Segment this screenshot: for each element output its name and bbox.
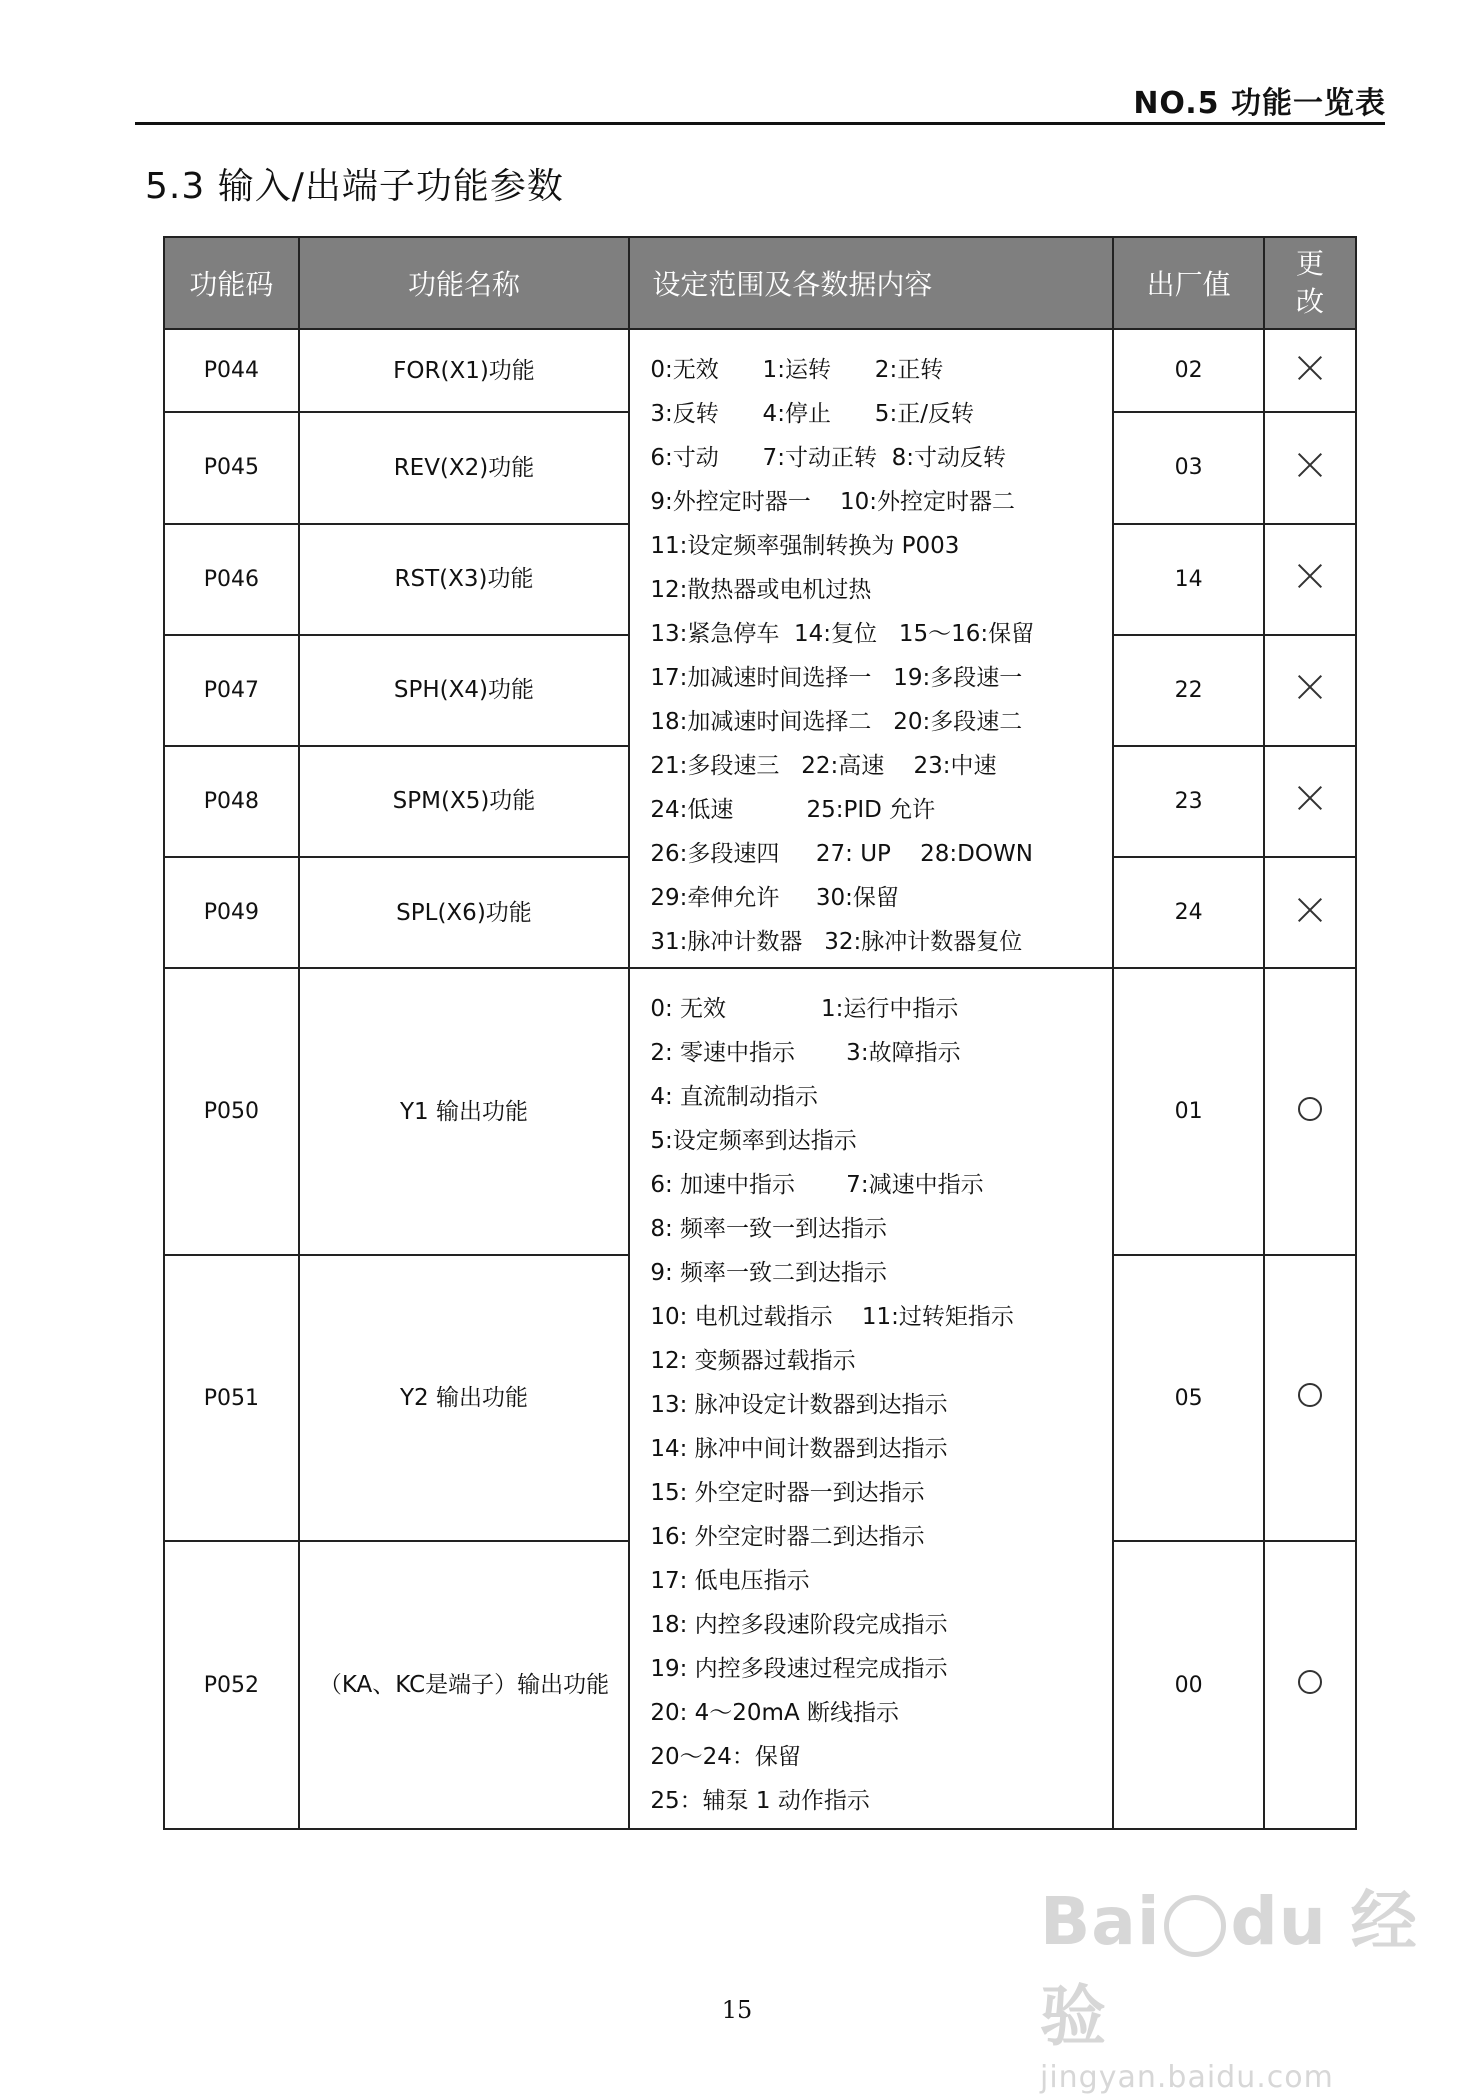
param-default: 03 <box>1113 412 1264 523</box>
range-line: 6: 加速中指示 7:减速中指示 <box>650 1172 984 1199</box>
baidu-watermark <box>1040 1868 1474 2095</box>
param-default: 02 <box>1113 329 1264 412</box>
range-line: 9:外控定时器一 10:外控定时器二 <box>650 489 1015 515</box>
range-line: 15: 外空定时器一到达指示 <box>650 1480 925 1507</box>
param-name: SPH(X4)功能 <box>299 635 630 746</box>
cross-icon <box>1297 355 1323 381</box>
param-code: P047 <box>164 635 299 746</box>
range-line: 4: 直流制动指示 <box>650 1084 819 1111</box>
watermark-logo <box>1040 1868 1474 2058</box>
param-code: P046 <box>164 524 299 635</box>
page-number: 15 <box>721 1996 753 2024</box>
range-line: 31:脉冲计数器 32:脉冲计数器复位 <box>650 929 1023 955</box>
range-line: 0: 无效 1:运行中指示 <box>650 996 959 1023</box>
watermark-logo-left: Bai <box>1040 1883 1161 1960</box>
range-line: 20: 4～20mA 断线指示 <box>650 1700 899 1727</box>
range-line: 18: 内控多段速阶段完成指示 <box>650 1612 948 1639</box>
range-line: 11:设定频率强制转换为 P003 <box>650 533 960 559</box>
param-default: 05 <box>1113 1255 1264 1542</box>
header-title: NO.5 功能一览表 <box>1133 86 1386 121</box>
range-line: 19: 内控多段速过程完成指示 <box>650 1656 948 1683</box>
param-name: Y1 输出功能 <box>299 968 630 1255</box>
param-code: P050 <box>164 968 299 1255</box>
cross-icon <box>1297 674 1323 700</box>
change-cell <box>1264 1255 1356 1542</box>
range-line: 16: 外空定时器二到达指示 <box>650 1524 925 1551</box>
cross-icon <box>1297 452 1323 478</box>
header-default: 出厂值 <box>1113 237 1264 329</box>
change-cell <box>1264 1541 1356 1829</box>
range-line: 17: 低电压指示 <box>650 1568 810 1595</box>
range-line: 5:设定频率到达指示 <box>650 1128 857 1155</box>
param-name: Y2 输出功能 <box>299 1255 630 1542</box>
range-line: 20～24：保留 <box>650 1744 801 1771</box>
change-cell <box>1264 746 1356 857</box>
cross-icon <box>1297 785 1323 811</box>
range-line: 14: 脉冲中间计数器到达指示 <box>650 1436 948 1463</box>
change-cell <box>1264 524 1356 635</box>
header-range: 设定范围及各数据内容 <box>629 237 1113 329</box>
range-line: 6:寸动 7:寸动正转 8:寸动反转 <box>650 445 1006 471</box>
range-line: 9: 频率一致二到达指示 <box>650 1260 888 1287</box>
range-line: 17:加减速时间选择一 19:多段速一 <box>650 665 1023 691</box>
watermark-url: jingyan.baidu.com <box>1040 2060 1334 2095</box>
range-line: 29:牵伸允许 30:保留 <box>650 885 899 911</box>
range-line: 24:低速 25:PID 允许 <box>650 797 936 823</box>
param-default: 00 <box>1113 1541 1264 1829</box>
range-line: 0:无效 1:运转 2:正转 <box>650 357 944 383</box>
range-line: 8: 频率一致一到达指示 <box>650 1216 888 1243</box>
param-name: （KA、KC是端子）输出功能 <box>299 1541 630 1829</box>
header-change <box>1264 237 1356 329</box>
table-row <box>164 968 1356 1255</box>
change-cell <box>1264 329 1356 412</box>
param-default: 24 <box>1113 857 1264 968</box>
param-name: SPM(X5)功能 <box>299 746 630 857</box>
param-name: SPL(X6)功能 <box>299 857 630 968</box>
change-cell <box>1264 635 1356 746</box>
section-title: 5.3 输入/出端子功能参数 <box>145 166 564 207</box>
param-default: 14 <box>1113 524 1264 635</box>
range-line: 25：辅泵 1 动作指示 <box>650 1788 870 1815</box>
header-rule <box>135 122 1385 125</box>
change-cell <box>1264 857 1356 968</box>
change-cell <box>1264 968 1356 1255</box>
param-name: FOR(X1)功能 <box>299 329 630 412</box>
range-line: 13: 脉冲设定计数器到达指示 <box>650 1392 948 1419</box>
param-code: P044 <box>164 329 299 412</box>
param-default: 23 <box>1113 746 1264 857</box>
input-range-cell <box>629 329 1113 968</box>
cross-icon <box>1297 897 1323 923</box>
param-code: P048 <box>164 746 299 857</box>
param-default: 01 <box>1113 968 1264 1255</box>
range-line: 3:反转 4:停止 5:正/反转 <box>650 401 974 427</box>
watermark-logo-cn: 经验 <box>1040 1883 1418 2055</box>
param-code: P049 <box>164 857 299 968</box>
range-line: 18:加减速时间选择二 20:多段速二 <box>650 709 1023 735</box>
range-line: 12: 变频器过载指示 <box>650 1348 856 1375</box>
range-line: 26:多段速四 27: UP 28:DOWN <box>650 841 1033 867</box>
parameter-table <box>163 236 1357 1830</box>
table-header-row <box>164 237 1356 329</box>
header-change-line-2: 改 <box>1295 285 1324 318</box>
param-code: P045 <box>164 412 299 523</box>
circle-icon <box>1298 1670 1322 1694</box>
table-row <box>164 329 1356 412</box>
param-code: P051 <box>164 1255 299 1542</box>
param-name: RST(X3)功能 <box>299 524 630 635</box>
header-change-line-1: 更 <box>1295 247 1324 280</box>
paw-icon <box>1164 1895 1226 1957</box>
output-range-cell <box>629 968 1113 1829</box>
range-line: 13:紧急停车 14:复位 15～16:保留 <box>650 621 1035 647</box>
header-name: 功能名称 <box>299 237 630 329</box>
range-line: 10: 电机过载指示 11:过转矩指示 <box>650 1304 1014 1331</box>
cross-icon <box>1297 563 1323 589</box>
watermark-logo-right: du <box>1230 1883 1327 1960</box>
param-code: P052 <box>164 1541 299 1829</box>
header-code: 功能码 <box>164 237 299 329</box>
param-default: 22 <box>1113 635 1264 746</box>
change-cell <box>1264 412 1356 523</box>
range-line: 21:多段速三 22:高速 23:中速 <box>650 753 997 779</box>
param-name: REV(X2)功能 <box>299 412 630 523</box>
circle-icon <box>1298 1383 1322 1407</box>
range-line: 2: 零速中指示 3:故障指示 <box>650 1040 961 1067</box>
range-line: 12:散热器或电机过热 <box>650 577 872 603</box>
circle-icon <box>1298 1097 1322 1121</box>
